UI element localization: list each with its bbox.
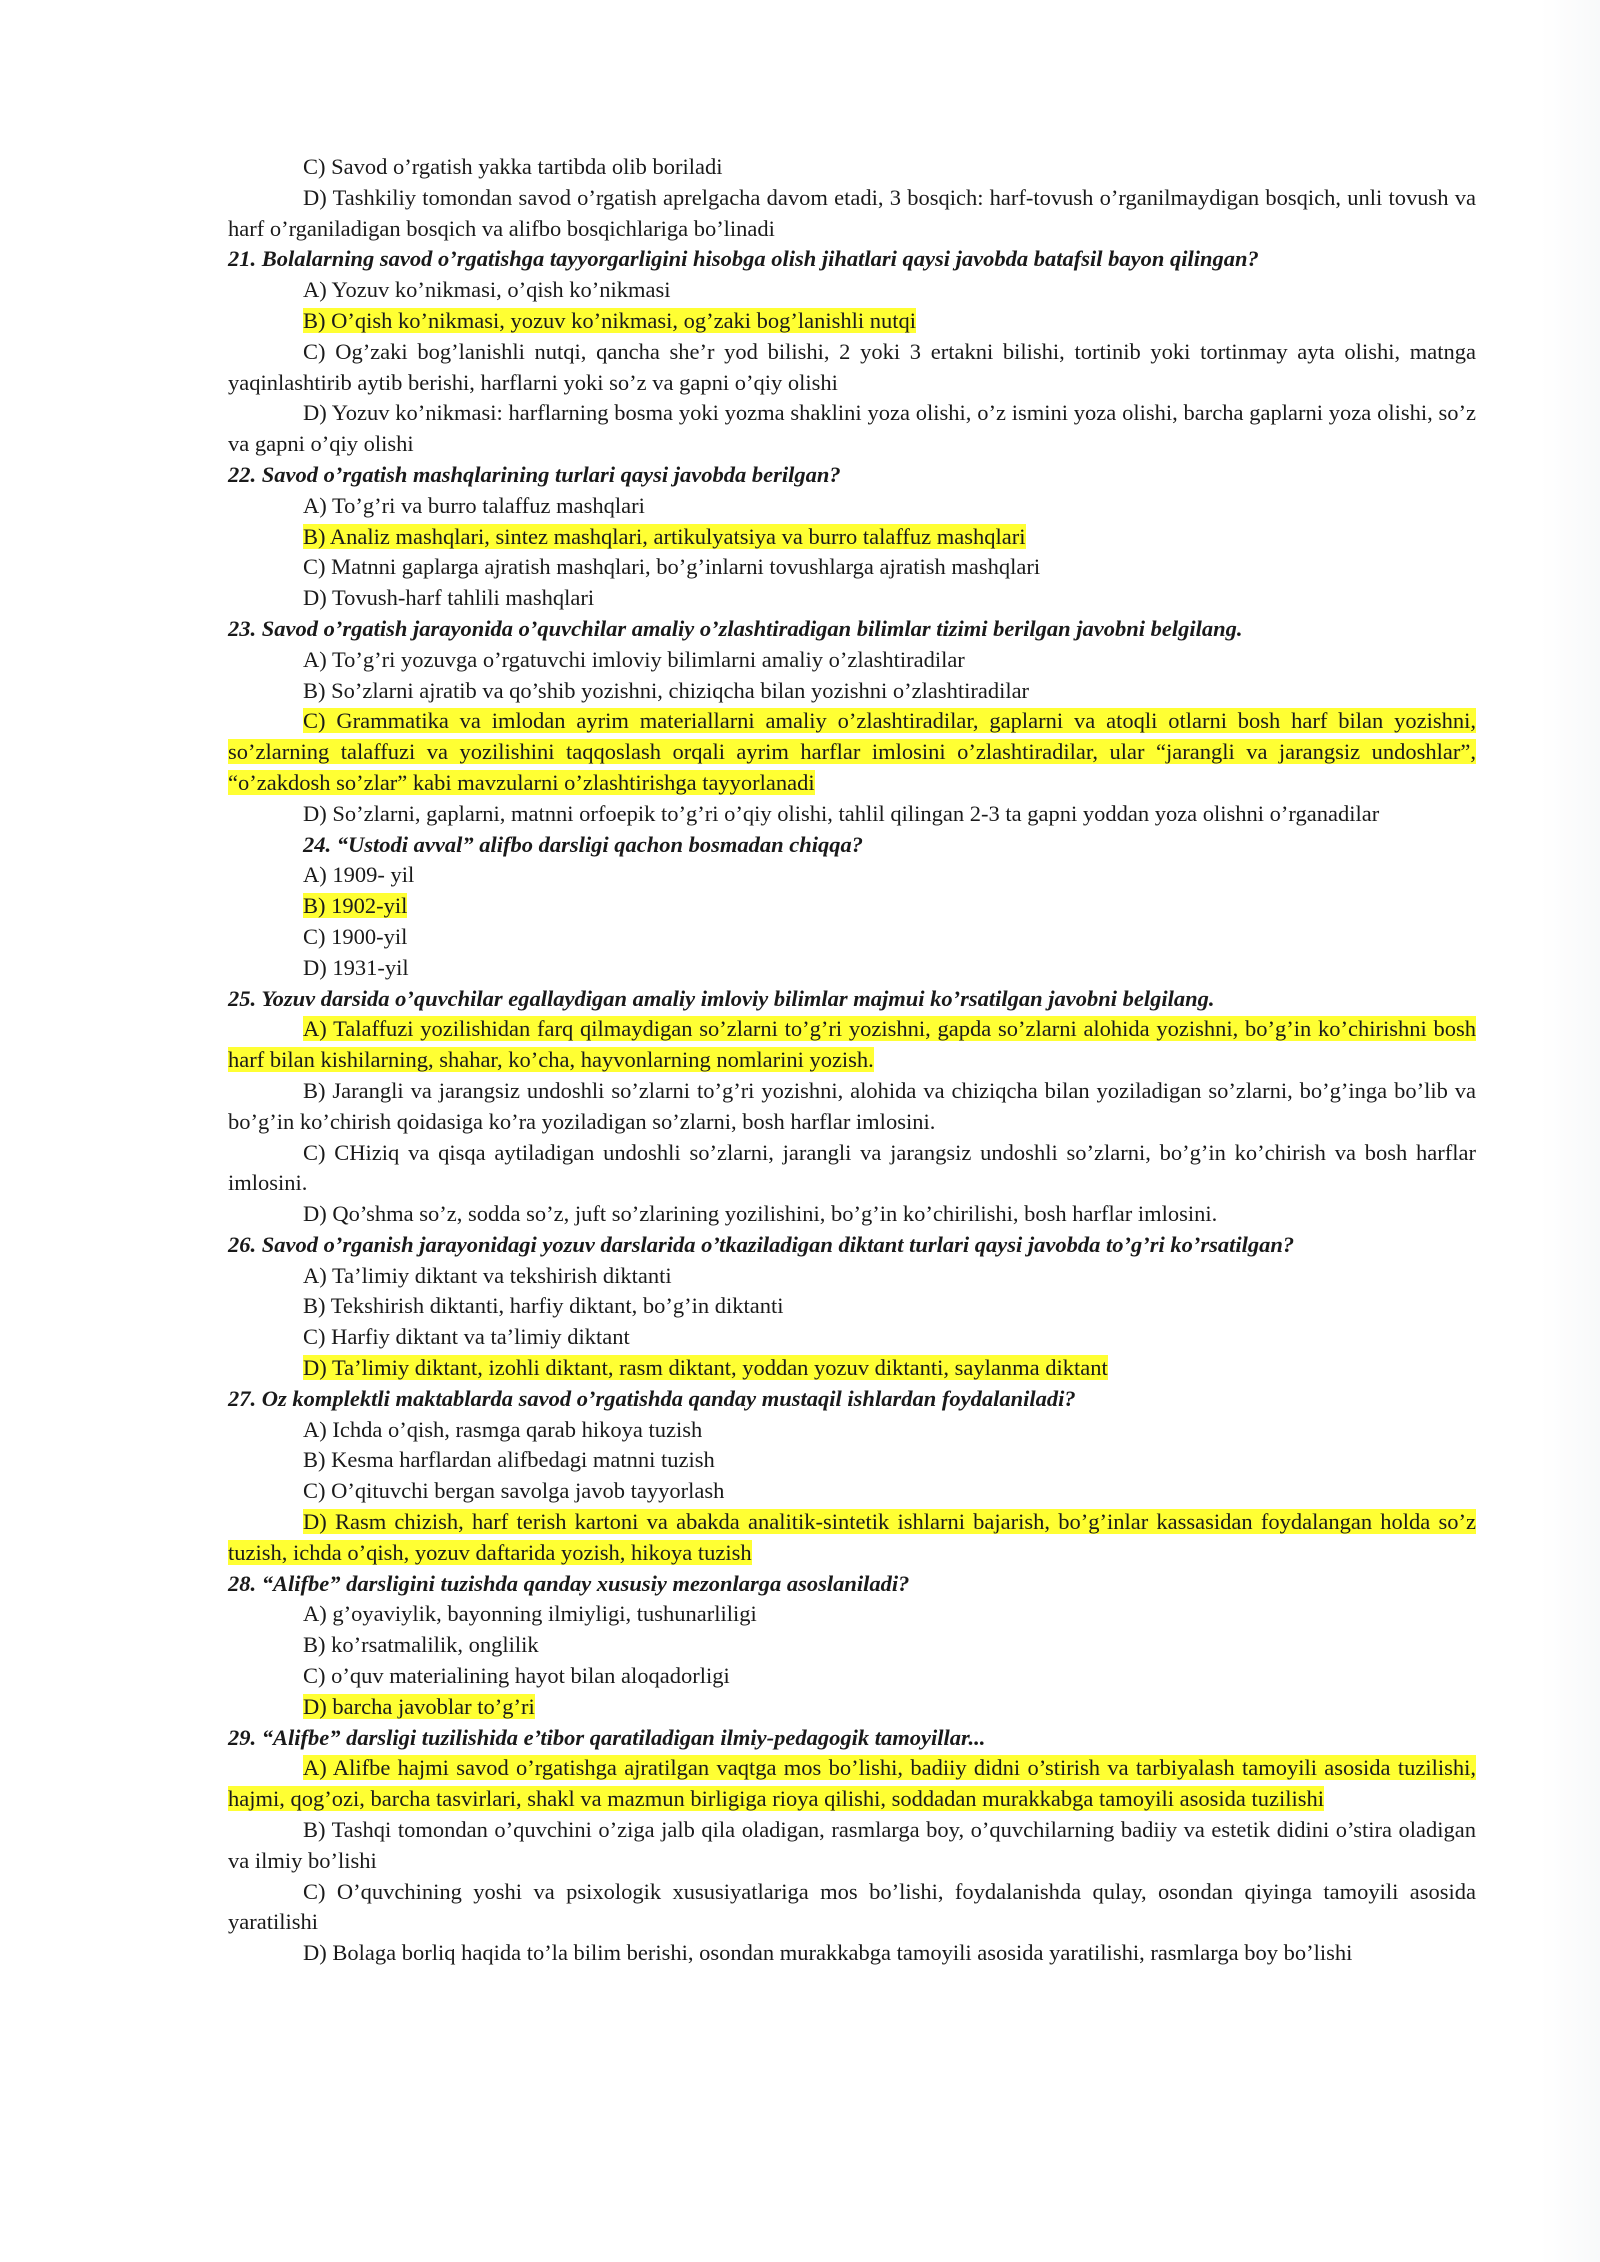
question-29: 29. “Alifbe” darsligi tuzilishida e’tibor qaratiladigan ilmiy-pedagogik tamoyillar... (228, 1724, 986, 1750)
q22-option-d: D) Tovush-harf tahlili mashqlari (303, 585, 595, 611)
q21-option-d: D) Yozuv ko’nikmasi: harflarning bosma yoki yozma shaklini yoza olishi, o’z ismini yoza olishi, barcha gaplarni yoza olishi, so’z va gapni o’qiy olishi (228, 400, 1476, 457)
question-21: 21. Bolalarning savod o’rgatishga tayyorgarligini hisobga olish jihatlari qaysi javobda batafsil bayon qilingan? (228, 246, 1259, 272)
q29-option-c: C) O’quvchining yoshi va psixologik xususiyatlariga mos bo’lishi, foydalanishda qulay, osondan qiyinga tamoyili asosida yaratilishi (228, 1878, 1476, 1935)
q25-option-d: D) Qo’shma so’z, sodda so’z, juft so’zlarining yozilishini, bo’g’in ko’chirilishi, bosh harflar imlosini. (303, 1201, 1218, 1227)
q24-option-b (228, 891, 1476, 922)
q23-option-d: D) So’zlarni, gaplarni, matnni orfoepik to’g’ri o’qiy olishi, tahlil qilingan 2-3 ta gapni yoddan yoza olishni o’rganadilar (303, 800, 1380, 826)
q28-option-a: A) g’oyaviylik, bayonning ilmiyligi, tushunarliligi (303, 1601, 757, 1627)
document-page (228, 152, 1476, 1969)
q27-option-a: A) Ichda o’qish, rasmga qarab hikoya tuzish (303, 1416, 703, 1442)
question-26: 26. Savod o’rganish jarayonidagi yozuv darslarida o’tkaziladigan diktant turlari qaysi javobda to’g’ri ko’rsatilgan? (228, 1231, 1295, 1257)
q28-option-c: C) o’quv materialining hayot bilan aloqadorligi (303, 1663, 730, 1689)
correct-answer-highlight: B) Analiz mashqlari, sintez mashqlari, artikulyatsiya va burro talaffuz mashqlari (303, 523, 1026, 549)
correct-answer-highlight: D) Rasm chizish, harf terish kartoni va abakda analitik-sintetik ishlarni bajarish, bo’g’inlar kassasidan foydalangan holda so’z tuzish, ichda o’qish, yozuv daftarida yozish, hikoya tuzish (228, 1509, 1476, 1565)
q21-option-b (228, 306, 1476, 337)
intro-option-d: D) Tashkiliy tomondan savod o’rgatish aprelgacha davom etadi, 3 bosqich: harf-tovush o’rganilmaydigan bosqich, unli tovush va harf o’rganiladigan bosqich va alifbo bosqichlariga bo’linadi (228, 184, 1476, 241)
q21-option-a: A) Yozuv ko’nikmasi, o’qish ko’nikmasi (303, 277, 671, 303)
q26-option-a: A) Ta’limiy diktant va tekshirish diktanti (303, 1262, 672, 1288)
q23-option-c (228, 706, 1476, 798)
q28-option-d (228, 1692, 1476, 1723)
correct-answer-highlight: D) Ta’limiy diktant, izohli diktant, rasm diktant, yoddan yozuv diktanti, saylanma diktant (303, 1355, 1108, 1381)
q29-option-d: D) Bolaga borliq haqida to’la bilim berishi, osondan murakkabga tamoyili asosida yaratilishi, rasmlarga boy bo’lishi (303, 1940, 1353, 1966)
correct-answer-highlight: C) Grammatika va imlodan ayrim materiallarni amaliy o’zlashtiradilar, gaplarni va atoqli otlarni bosh harf bilan yozishni, so’zlarning talaffuzi va yozilishini taqqoslash orqali ayrim harflar imlosini o’zlashtiradilar, ular “jarangli va jarangsiz undoshlar”, “o’zakdosh so’zlar” kabi mavzularni o’zlashtirishga tayyorlanadi (228, 708, 1476, 795)
q25-option-b: B) Jarangli va jarangsiz undoshli so’zlarni to’g’ri yozishni, alohida va chiziqcha bilan yoziladigan so’zlarni, bo’g’inga bo’lib va bo’g’in ko’chirish qoidasiga ko’ra yoziladigan so’zlarni, bosh harflar imlosini. (228, 1077, 1476, 1134)
q29-option-a (228, 1753, 1476, 1815)
q27-option-d (228, 1507, 1476, 1569)
correct-answer-highlight: A) Talaffuzi yozilishidan farq qilmaydigan so’zlarni to’g’ri yozishni, gapda so’zlarni alohida yozishni, bo’g’in ko’chirishni bosh harf bilan kishilarning, shahar, ko’cha, hayvonlarning nomlarini yozish. (228, 1016, 1476, 1073)
q24-option-d: D) 1931-yil (303, 954, 409, 980)
q22-option-b (228, 522, 1476, 553)
q21-option-c: C) Og’zaki bog’lanishli nutqi, qancha she’r yod bilishi, 2 yoki 3 ertakni bilishi, tortinib yoki tortinmay ayta olishi, matnga yaqinlashtirib aytib berishi, harflarni yoki so’z va gapni o’qiy olishi (228, 338, 1476, 395)
scan-edge-shadow (1540, 0, 1600, 2262)
q26-option-d (228, 1353, 1476, 1384)
question-27: 27. Oz komplektli maktablarda savod o’rgatishda qanday mustaqil ishlardan foydalaniladi? (228, 1385, 1076, 1411)
question-22: 22. Savod o’rgatish mashqlarining turlari qaysi javobda berilgan? (228, 461, 841, 487)
question-28: 28. “Alifbe” darsligini tuzishda qanday xususiy mezonlarga asoslaniladi? (228, 1570, 910, 1596)
q23-option-a: A) To’g’ri yozuvga o’rgatuvchi imloviy bilimlarni amaliy o’zlashtiradilar (303, 646, 965, 672)
question-24: 24. “Ustodi avval” alifbo darsligi qachon bosmadan chiqqa? (303, 831, 864, 857)
correct-answer-highlight: B) O’qish ko’nikmasi, yozuv ko’nikmasi, og’zaki bog’lanishli nutqi (303, 307, 917, 333)
intro-option-c: C) Savod o’rgatish yakka tartibda olib boriladi (303, 154, 723, 179)
q25-option-a (228, 1014, 1476, 1076)
q26-option-b: B) Tekshirish diktanti, harfiy diktant, bo’g’in diktanti (303, 1293, 784, 1319)
q28-option-b: B) ko’rsatmalilik, onglilik (303, 1632, 539, 1658)
q29-option-b: B) Tashqi tomondan o’quvchini o’ziga jalb qila oladigan, rasmlarga boy, o’quvchilarning badiiy va estetik didini o’stira oladigan va ilmiy bo’lishi (228, 1817, 1476, 1873)
question-25: 25. Yozuv darsida o’quvchilar egallaydigan amaliy imloviy bilimlar majmui ko’rsatilgan javobni belgilang. (228, 985, 1215, 1011)
q26-option-c: C) Harfiy diktant va ta’limiy diktant (303, 1324, 630, 1350)
q24-option-c: C) 1900-yil (303, 923, 408, 949)
q27-option-b: B) Kesma harflardan alifbedagi matnni tuzish (303, 1447, 715, 1473)
q25-option-c: C) CHiziq va qisqa aytiladigan undoshli so’zlarni, jarangli va jarangsiz undoshli so’zlarni, bo’g’in ko’chirish va bosh harflar imlosini. (228, 1139, 1476, 1196)
q23-option-b: B) So’zlarni ajratib va qo’shib yozishni, chiziqcha bilan yozishni o’zlashtiradilar (303, 677, 1030, 703)
question-23: 23. Savod o’rgatish jarayonida o’quvchilar amaliy o’zlashtiradigan bilimlar tizimi berilgan javobni belgilang. (228, 615, 1243, 641)
q27-option-c: C) O’qituvchi bergan savolga javob tayyorlash (303, 1478, 725, 1504)
q24-option-a: A) 1909- yil (303, 862, 415, 888)
correct-answer-highlight: D) barcha javoblar to’g’ri (303, 1693, 535, 1719)
correct-answer-highlight: A) Alifbe hajmi savod o’rgatishga ajratilgan vaqtga mos bo’lishi, badiiy didni o’stirish va tarbiyalash tamoyili asosida tuzilishi, hajmi, qog’ozi, barcha tasvirlari, shakl va mazmun birligiga rioya qilishi, soddadan murakkabga tamoyili asosida tuzilishi (228, 1755, 1476, 1812)
q22-option-c: C) Matnni gaplarga ajratish mashqlari, bo’g’inlarni tovushlarga ajratish mashqlari (303, 554, 1041, 580)
q22-option-a: A) To’g’ri va burro talaffuz mashqlari (303, 492, 645, 518)
correct-answer-highlight: B) 1902-yil (303, 893, 408, 919)
